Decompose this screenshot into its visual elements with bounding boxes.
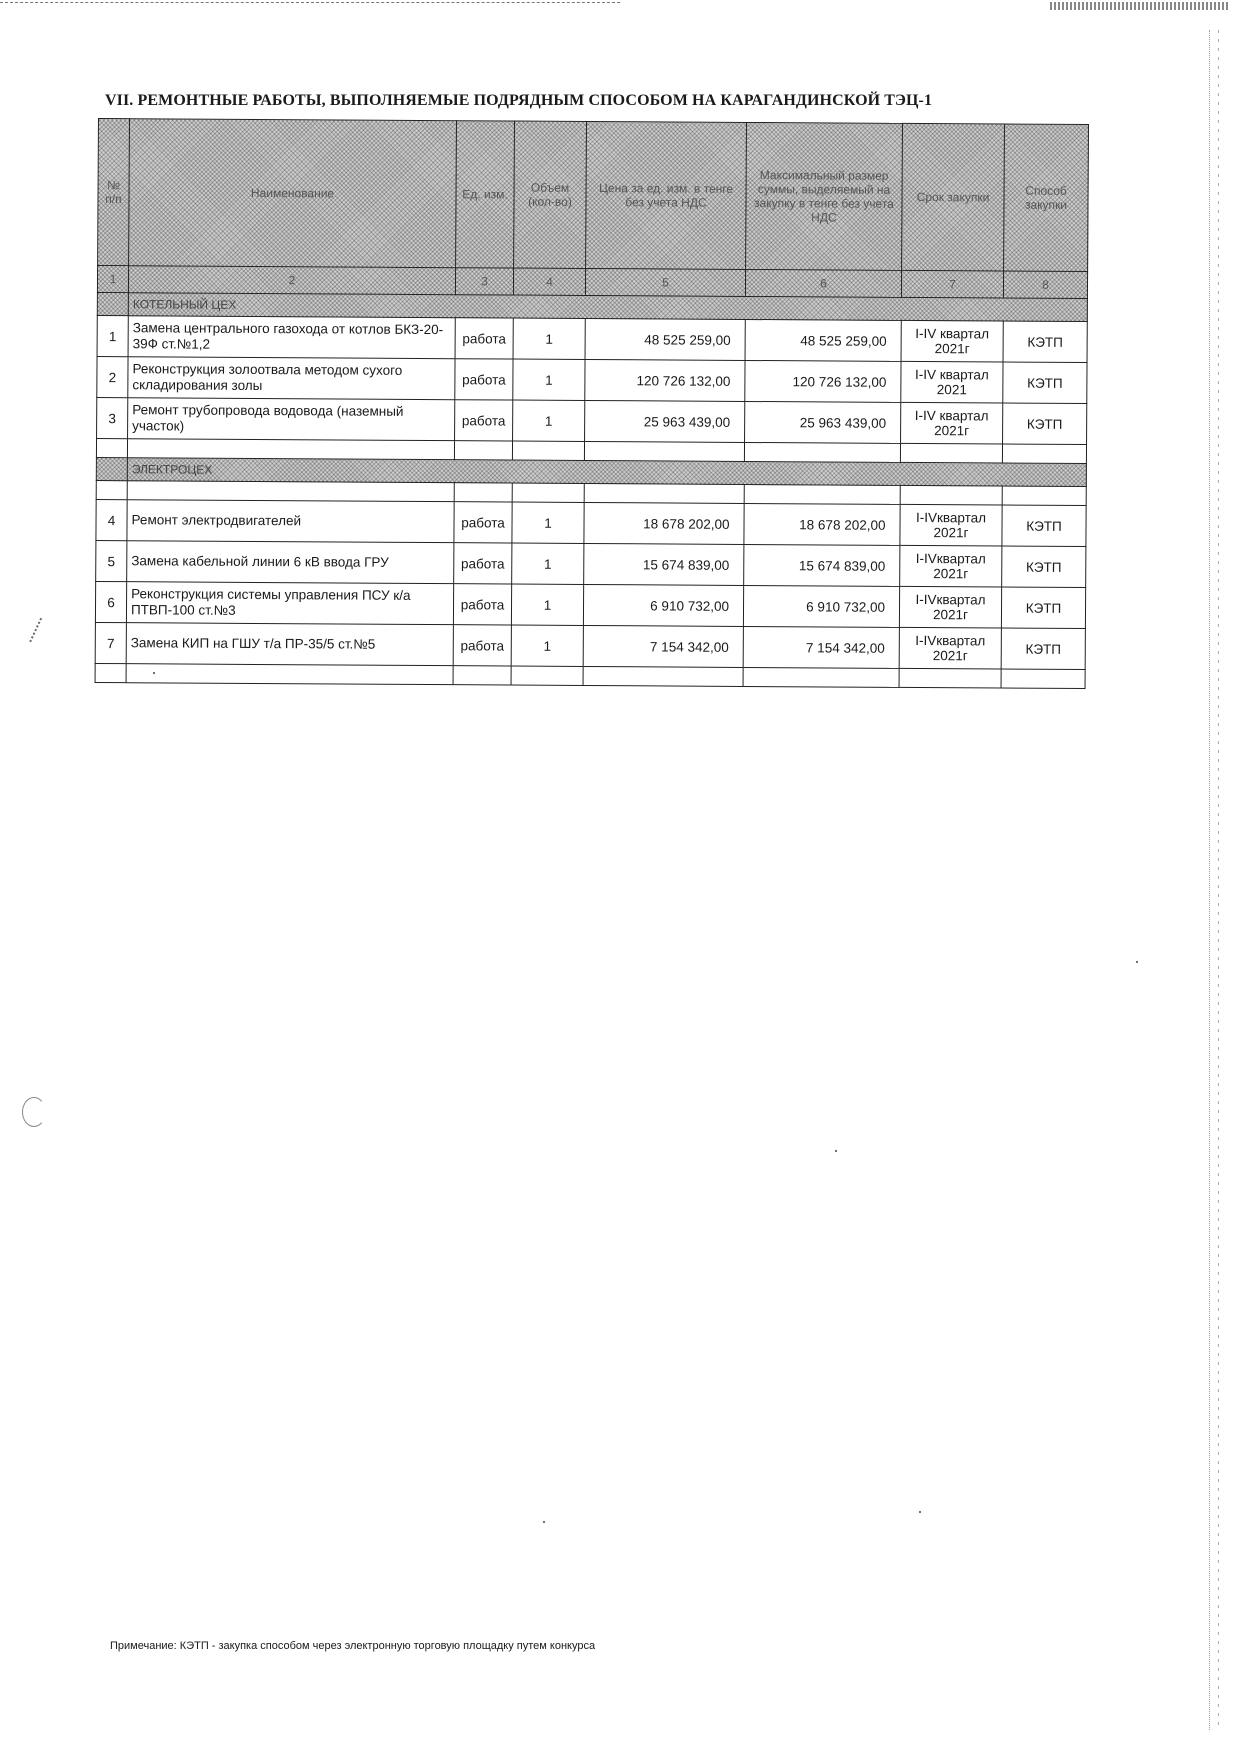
cell-method: КЭТП xyxy=(1002,505,1086,547)
table-header-row xyxy=(98,119,1089,272)
cell-unit: работа xyxy=(455,318,513,359)
cell-method: КЭТП xyxy=(1003,362,1087,404)
column-number: 8 xyxy=(1003,271,1087,299)
cell-no: 1 xyxy=(97,315,128,356)
cell-total: 15 674 839,00 xyxy=(744,544,900,586)
scan-artifact-right-edge xyxy=(1209,30,1236,1730)
cell-total: 18 678 202,00 xyxy=(744,503,900,545)
column-number: 1 xyxy=(97,266,128,293)
cell-total: 25 963 439,00 xyxy=(745,401,901,443)
cell-price: 7 154 342,00 xyxy=(583,625,743,667)
table-row xyxy=(97,397,1087,444)
cell-qty: 1 xyxy=(511,625,583,666)
cell-term: I-IV квартал 2021г xyxy=(901,402,1003,444)
cell-name: Реконструкция системы управления ПСУ к/а ПТВП-100 ст.№3 xyxy=(126,582,453,625)
cell-method: КЭТП xyxy=(1002,546,1086,588)
header-term: Срок закупки xyxy=(902,123,1005,271)
cell-price: 15 674 839,00 xyxy=(584,543,744,585)
margin-hole-mark xyxy=(22,1097,46,1127)
column-number: 6 xyxy=(745,269,901,297)
table-row xyxy=(97,315,1087,362)
header-no: № п/п xyxy=(98,119,130,266)
cell-qty: 1 xyxy=(512,543,584,584)
cell-qty: 1 xyxy=(511,584,583,625)
section-title: КОТЕЛЬНЫЙ ЦЕХ xyxy=(128,293,1087,322)
cell-name: Замена кабельной линии 6 кВ ввода ГРУ xyxy=(127,541,454,584)
cell-unit: работа xyxy=(454,543,512,584)
table-row xyxy=(96,540,1086,587)
repair-works-table xyxy=(95,118,1089,689)
cell-term: I-IVквартал 2021г xyxy=(899,586,1001,628)
scan-speck xyxy=(1136,961,1138,963)
cell-no: 5 xyxy=(96,540,127,581)
header-qty: Объем (кол-во) xyxy=(514,121,587,268)
cell-unit: работа xyxy=(455,359,513,400)
cell-price: 6 910 732,00 xyxy=(583,584,743,626)
cell-unit: работа xyxy=(454,502,512,543)
cell-term: I-IV квартал 2021г xyxy=(901,320,1003,362)
scan-artifact-top xyxy=(0,0,1240,14)
column-number: 2 xyxy=(128,266,455,295)
cell-term: I-IV квартал 2021 xyxy=(901,361,1003,403)
cell-total: 6 910 732,00 xyxy=(743,585,899,627)
cell-qty: 1 xyxy=(513,359,585,400)
cell-method: КЭТП xyxy=(1003,321,1087,363)
scan-speck xyxy=(543,1521,545,1523)
cell-total: 48 525 259,00 xyxy=(745,319,901,361)
column-number: 3 xyxy=(455,268,513,295)
cell-qty: 1 xyxy=(513,400,585,441)
cell-method: КЭТП xyxy=(1001,587,1085,629)
cell-method: КЭТП xyxy=(1003,403,1087,445)
scan-speck xyxy=(835,1150,837,1152)
cell-total: 7 154 342,00 xyxy=(743,626,899,668)
document-title: VII. РЕМОНТНЫЕ РАБОТЫ, ВЫПОЛНЯЕМЫЕ ПОДРЯДНЫМ СПОСОБОМ НА КАРАГАНДИНСКОЙ ТЭЦ-1 xyxy=(105,92,933,109)
table-row xyxy=(97,356,1087,403)
cell-total: 120 726 132,00 xyxy=(745,360,901,402)
header-name: Наименование xyxy=(129,119,457,268)
cell-unit: работа xyxy=(453,625,511,666)
cell-qty: 1 xyxy=(512,502,584,543)
cell-term: I-IVквартал 2021г xyxy=(900,504,1002,546)
column-number: 5 xyxy=(585,268,745,296)
cell-no: 2 xyxy=(97,356,128,397)
header-unit: Ед. изм. xyxy=(456,121,515,268)
cell-name: Ремонт электродвигателей xyxy=(127,500,454,543)
cell-price: 18 678 202,00 xyxy=(584,502,744,544)
table-row xyxy=(95,581,1085,628)
cell-name: Замена центрального газохода от котлов БКЗ-20-39Ф ст.№1,2 xyxy=(128,316,455,359)
footnote: Примечание: КЭТП - закупка способом через электронную торговую площадку путем конкурса xyxy=(110,1640,596,1652)
cell-term: I-IVквартал 2021г xyxy=(900,545,1002,587)
cell-term: I-IVквартал 2021г xyxy=(899,627,1001,669)
cell-no: 6 xyxy=(95,581,126,622)
column-number: 7 xyxy=(901,270,1003,298)
table-row xyxy=(96,499,1086,546)
column-number: 4 xyxy=(513,268,585,295)
section-title: ЭЛЕКТРОЦЕХ xyxy=(127,458,1086,487)
cell-no: 3 xyxy=(97,397,128,438)
cell-unit: работа xyxy=(455,400,513,441)
cell-price: 120 726 132,00 xyxy=(585,359,745,401)
cell-price: 48 525 259,00 xyxy=(585,318,745,360)
header-price: Цена за ед. изм. в тенге без учета НДС xyxy=(586,121,747,269)
scan-speck xyxy=(153,672,155,674)
cell-no: 7 xyxy=(95,622,126,663)
header-total: Максимальный размер суммы, выделяемый на закупку в тенге без учета НДС xyxy=(746,122,903,270)
scan-speck xyxy=(919,1511,921,1513)
header-method: Способ закупки xyxy=(1004,124,1089,272)
cell-qty: 1 xyxy=(513,318,585,359)
margin-scribble xyxy=(29,618,54,648)
cell-price: 25 963 439,00 xyxy=(585,400,745,442)
cell-name: Реконструкция золоотвала методом сухого складирования золы xyxy=(128,357,455,400)
cell-no: 4 xyxy=(96,499,127,540)
cell-unit: работа xyxy=(453,584,511,625)
table-row xyxy=(95,622,1085,669)
cell-name: Ремонт трубопровода водовода (наземный участок) xyxy=(128,398,455,441)
cell-name: Замена КИП на ГШУ т/а ПР-35/5 ст.№5 xyxy=(126,623,453,666)
cell-method: КЭТП xyxy=(1001,628,1085,670)
